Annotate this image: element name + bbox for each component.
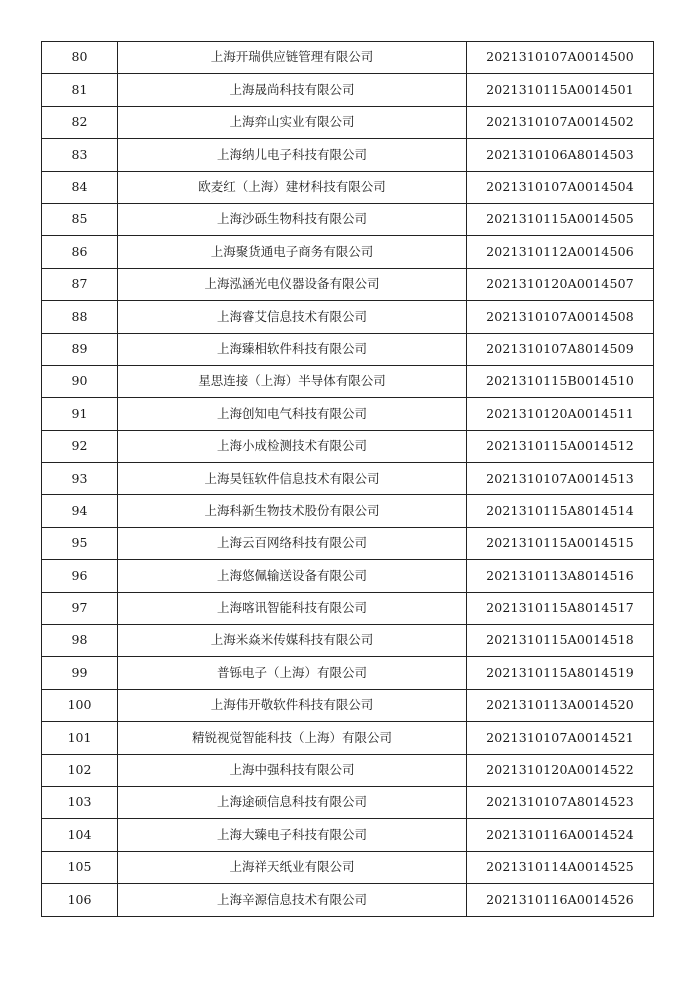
company-name-cell: 上海悠佩输送设备有限公司 [118,560,467,592]
table-row [42,851,654,883]
row-number-cell: 105 [42,851,118,883]
row-number-cell: 83 [42,139,118,171]
company-name-cell: 上海聚货通电子商务有限公司 [118,236,467,268]
company-name-cell: 上海纳儿电子科技有限公司 [118,139,467,171]
table-row [42,268,654,300]
company-name-cell: 上海科新生物技术股份有限公司 [118,495,467,527]
company-name-cell: 上海泓涵光电仪器设备有限公司 [118,268,467,300]
table-row [42,301,654,333]
registration-code-cell: 2021310115A8014519 [467,657,654,689]
row-number-cell: 85 [42,203,118,235]
row-number-cell: 81 [42,74,118,106]
company-name-cell: 上海小成检测技术有限公司 [118,430,467,462]
company-name-cell: 上海昊钰软件信息技术有限公司 [118,463,467,495]
registration-code-cell: 2021310116A0014524 [467,819,654,851]
table-row [42,722,654,754]
registration-code-cell: 2021310115A0014512 [467,430,654,462]
registration-code-cell: 2021310107A8014523 [467,786,654,818]
row-number-cell: 92 [42,430,118,462]
registration-code-cell: 2021310107A0014504 [467,171,654,203]
company-name-cell: 上海晟尚科技有限公司 [118,74,467,106]
company-name-cell: 上海米焱米传媒科技有限公司 [118,625,467,657]
registration-code-cell: 2021310114A0014525 [467,851,654,883]
row-number-cell: 87 [42,268,118,300]
registration-code-cell: 2021310106A8014503 [467,139,654,171]
row-number-cell: 104 [42,819,118,851]
table-row [42,333,654,365]
row-number-cell: 98 [42,625,118,657]
table-row [42,106,654,138]
table-row [42,203,654,235]
company-name-cell: 上海开瑞供应链管理有限公司 [118,42,467,74]
table-row [42,657,654,689]
table-row [42,463,654,495]
table-row [42,592,654,624]
table-row [42,689,654,721]
table-row [42,236,654,268]
registration-code-cell: 2021310107A0014508 [467,301,654,333]
company-name-cell: 上海弈山实业有限公司 [118,106,467,138]
row-number-cell: 84 [42,171,118,203]
registration-code-cell: 2021310120A0014511 [467,398,654,430]
company-name-cell: 普铄电子（上海）有限公司 [118,657,467,689]
row-number-cell: 101 [42,722,118,754]
table-row [42,495,654,527]
company-name-cell: 精锐视觉智能科技（上海）有限公司 [118,722,467,754]
table-row [42,884,654,916]
company-name-cell: 上海辛源信息技术有限公司 [118,884,467,916]
table-row [42,819,654,851]
row-number-cell: 86 [42,236,118,268]
table-row [42,786,654,818]
row-number-cell: 91 [42,398,118,430]
row-number-cell: 100 [42,689,118,721]
registration-code-cell: 2021310113A0014520 [467,689,654,721]
row-number-cell: 82 [42,106,118,138]
company-name-cell: 星思连接（上海）半导体有限公司 [118,365,467,397]
row-number-cell: 96 [42,560,118,592]
row-number-cell: 106 [42,884,118,916]
table-row [42,625,654,657]
table-row [42,139,654,171]
row-number-cell: 88 [42,301,118,333]
table-row [42,560,654,592]
company-name-cell: 上海创知电气科技有限公司 [118,398,467,430]
registration-code-cell: 2021310115A8014517 [467,592,654,624]
company-name-cell: 上海睿艾信息技术有限公司 [118,301,467,333]
registration-code-cell: 2021310113A8014516 [467,560,654,592]
row-number-cell: 97 [42,592,118,624]
table-row [42,74,654,106]
table-row [42,430,654,462]
registration-code-cell: 2021310120A0014522 [467,754,654,786]
registration-code-cell: 2021310115A0014515 [467,527,654,559]
registration-code-cell: 2021310107A0014502 [467,106,654,138]
row-number-cell: 93 [42,463,118,495]
registration-code-cell: 2021310116A0014526 [467,884,654,916]
table-row [42,754,654,786]
table-row [42,398,654,430]
row-number-cell: 102 [42,754,118,786]
table-row [42,527,654,559]
company-name-cell: 欧麦红（上海）建材科技有限公司 [118,171,467,203]
registration-code-cell: 2021310107A8014509 [467,333,654,365]
company-name-cell: 上海祥天纸业有限公司 [118,851,467,883]
company-name-cell: 上海途硕信息科技有限公司 [118,786,467,818]
company-registry-table [41,41,654,917]
row-number-cell: 90 [42,365,118,397]
table-body [42,42,654,917]
registration-code-cell: 2021310115A8014514 [467,495,654,527]
registration-code-cell: 2021310115A0014505 [467,203,654,235]
row-number-cell: 99 [42,657,118,689]
registration-code-cell: 2021310115A0014518 [467,625,654,657]
row-number-cell: 95 [42,527,118,559]
company-name-cell: 上海沙砾生物科技有限公司 [118,203,467,235]
registration-code-cell: 2021310115A0014501 [467,74,654,106]
row-number-cell: 89 [42,333,118,365]
registration-code-cell: 2021310107A0014500 [467,42,654,74]
company-name-cell: 上海喀讯智能科技有限公司 [118,592,467,624]
table-row [42,171,654,203]
company-name-cell: 上海中强科技有限公司 [118,754,467,786]
company-name-cell: 上海大臻电子科技有限公司 [118,819,467,851]
registration-code-cell: 2021310115B0014510 [467,365,654,397]
row-number-cell: 103 [42,786,118,818]
registration-code-cell: 2021310107A0014521 [467,722,654,754]
row-number-cell: 94 [42,495,118,527]
registration-code-cell: 2021310120A0014507 [467,268,654,300]
registration-code-cell: 2021310107A0014513 [467,463,654,495]
row-number-cell: 80 [42,42,118,74]
company-name-cell: 上海伟开敬软件科技有限公司 [118,689,467,721]
registration-code-cell: 2021310112A0014506 [467,236,654,268]
company-name-cell: 上海云百网络科技有限公司 [118,527,467,559]
company-name-cell: 上海臻相软件科技有限公司 [118,333,467,365]
table-row [42,42,654,74]
table-row [42,365,654,397]
